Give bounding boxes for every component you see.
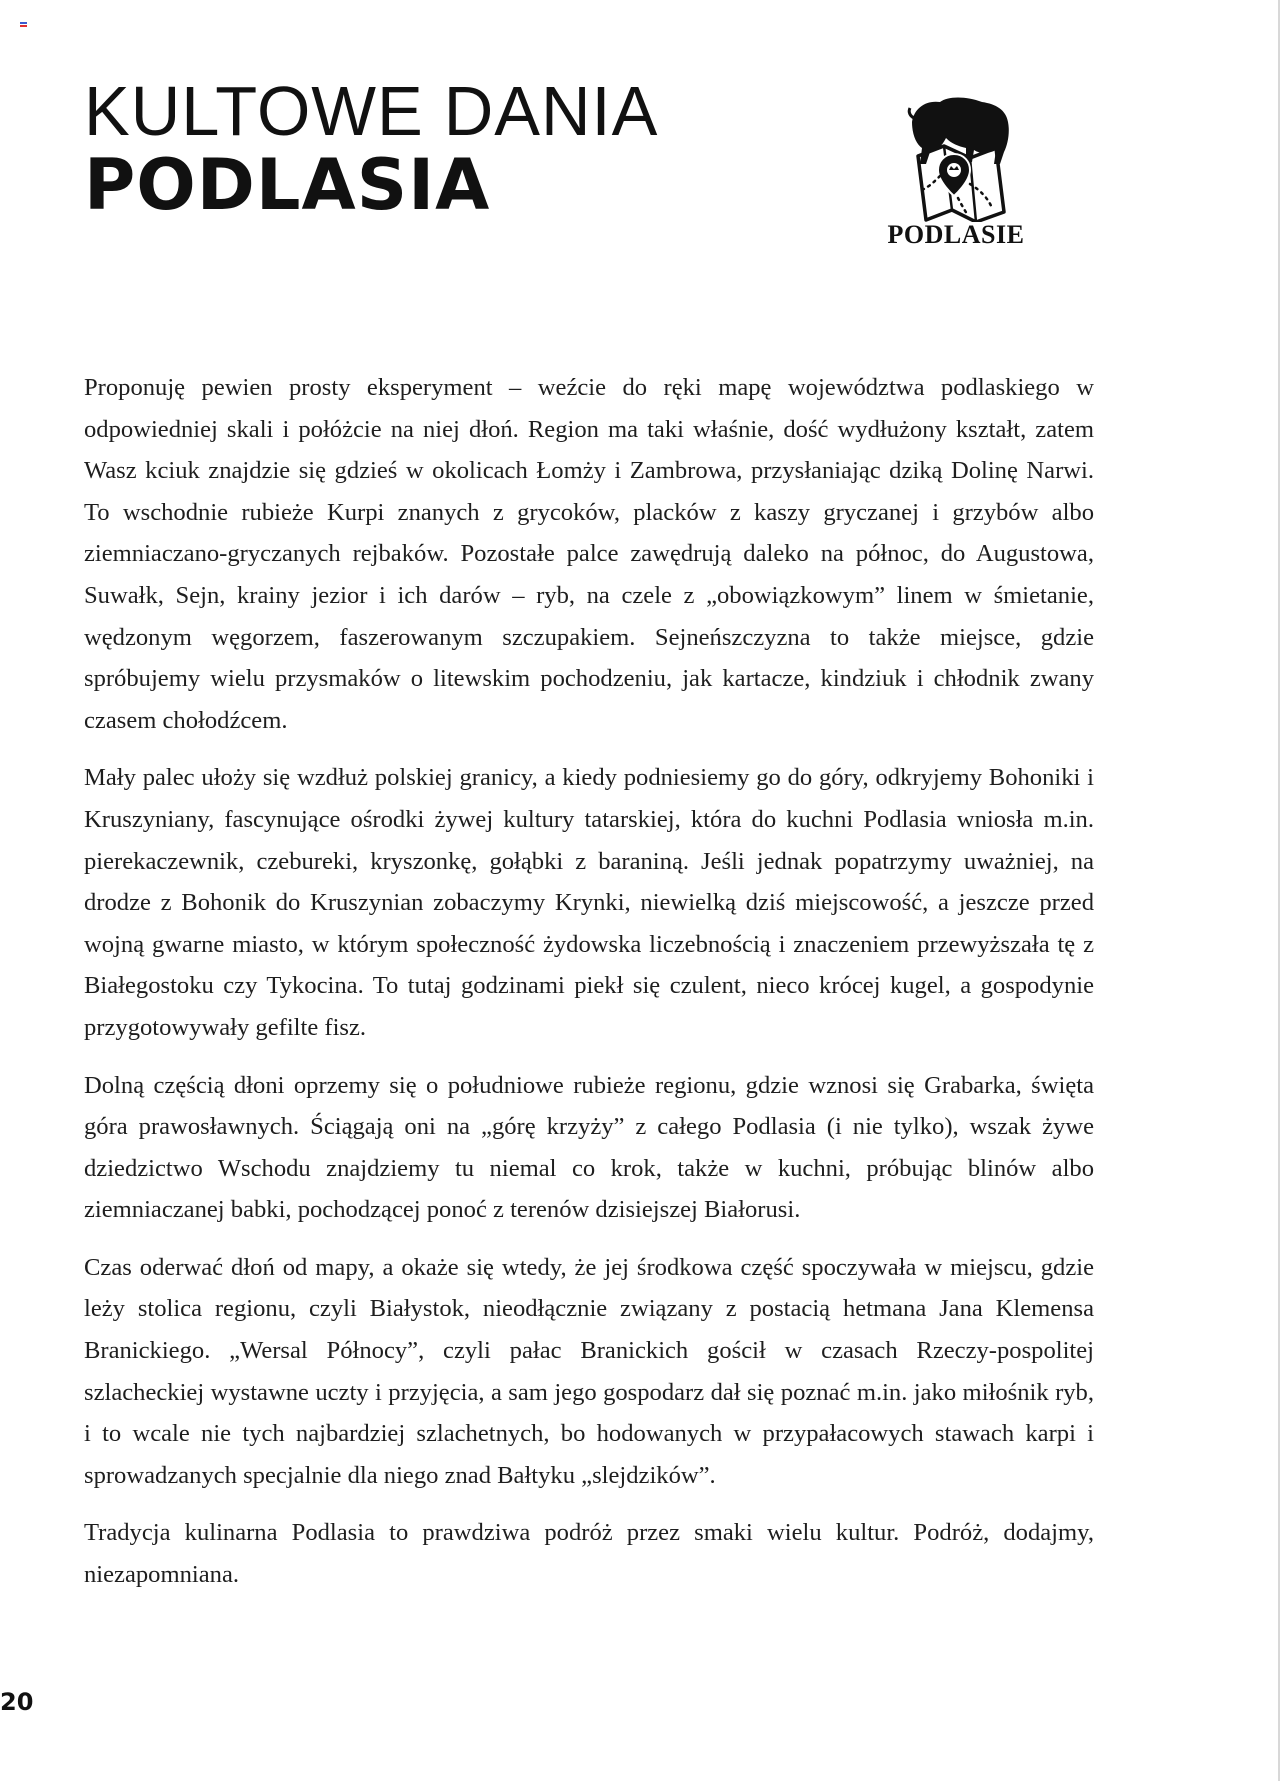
flag-mark-icon <box>20 22 27 29</box>
title-light: KULTOWE DANIA <box>84 72 659 150</box>
title-bold: PODLASIA <box>84 144 491 226</box>
page-number: 20 <box>0 1688 34 1716</box>
paragraph: Mały palec ułoży się wzdłuż polskiej granicy, a kiedy podniesiemy go do góry, odkryjemy Bohoniki i Kruszyniany, fascynujące ośrodki żywej kultury tatarskiej, która do kuchni Podlasia wniosła m.in. pierekaczewnik, czebureki, kryszonkę, gołąbki z baraniną. Jeśli jednak popatrzymy uważniej, na drodze z Bohonik do Kruszynian zobaczymy Krynki, niewielką dziś miejscowość, a jeszcze przed wojną gwarne miasto, w którym społeczność żydowska liczebnością i znaczeniem przewyższała tę z Białegostoku czy Tykocina. To tutaj godzinami piekł się czulent, nieco krócej kugel, a gospodynie przygotowywały gefilte fisz. <box>84 764 1094 1041</box>
paragraph: Proponuję pewien prosty eksperyment – weźcie do ręki mapę województwa podlaskiego w odpowiedniej skali i połóżcie na niej dłoń. Region ma taki właśnie, dość wydłużony kształt, zatem Wasz kciuk znajdzie się gdzieś w okolicach Łomży i Zambrowa, przysłaniając dziką Dolinę Narwi. To wschodnie rubieże Kurpi znanych z grycoków, placków z kaszy gryczanej i grzybów albo ziemniaczano-gryczanych rejbaków. Pozostałe palce zawędrują daleko na północ, do Augustowa, Suwałk, Sejn, krainy jezior i ich darów – ryb, na czele z „obowiązkowym” linem w śmietanie, wędzonym węgorzem, faszerowanym szczupakiem. Sejneńszczyzna to także miejsce, gdzie spróbujemy wielu przysmaków o litewskim pochodzeniu, jak kartacze, kindziuk i chłodnik zwany czasem chołodźcem. <box>84 374 1094 734</box>
bison-map-pin-icon <box>896 94 1016 222</box>
region-logo <box>876 94 1036 264</box>
paragraph: Tradycja kulinarna Podlasia to prawdziwa podróż przez smaki wielu kultur. Podróż, dodajmy, niezapomniana. <box>84 1519 1094 1589</box>
article-body <box>84 367 1094 1612</box>
page-title <box>84 72 670 226</box>
paragraph: Dolną częścią dłoni oprzemy się o południowe rubieże regionu, gdzie wznosi się Grabarka, święta góra prawosławnych. Ściągają oni na „górę krzyży” z całego Podlasia (i nie tylko), wszak żywe dziedzictwo Wschodu znajdziemy tu niemal co krok, także w kuchni, próbując blinów albo ziemniaczanej babki, pochodzącej ponoć z terenów dzisiejszej Białorusi. <box>84 1071 1094 1224</box>
logo-label: PODLASIE <box>887 220 1025 249</box>
paragraph: Czas oderwać dłoń od mapy, a okaże się wtedy, że jej środkowa część spoczywała w miejscu, gdzie leży stolica regionu, czyli Białystok, nieodłącznie związany z postacią hetmana Jana Klemensa Branickiego. „Wersal Północy”, czyli pałac Branickich gościł w czasach Rzeczy-pospolitej szlacheckiej wystawne uczty i przyjęcia, a sam jego gospodarz dał się poznać m.in. jako miłośnik ryb, i to wcale nie tych najbardziej szlachetnych, bo hodowanych w przypałacowych stawach karpi i sprowadzanych specjalnie dla niego znad Bałtyku „slejdzików”. <box>84 1253 1094 1489</box>
